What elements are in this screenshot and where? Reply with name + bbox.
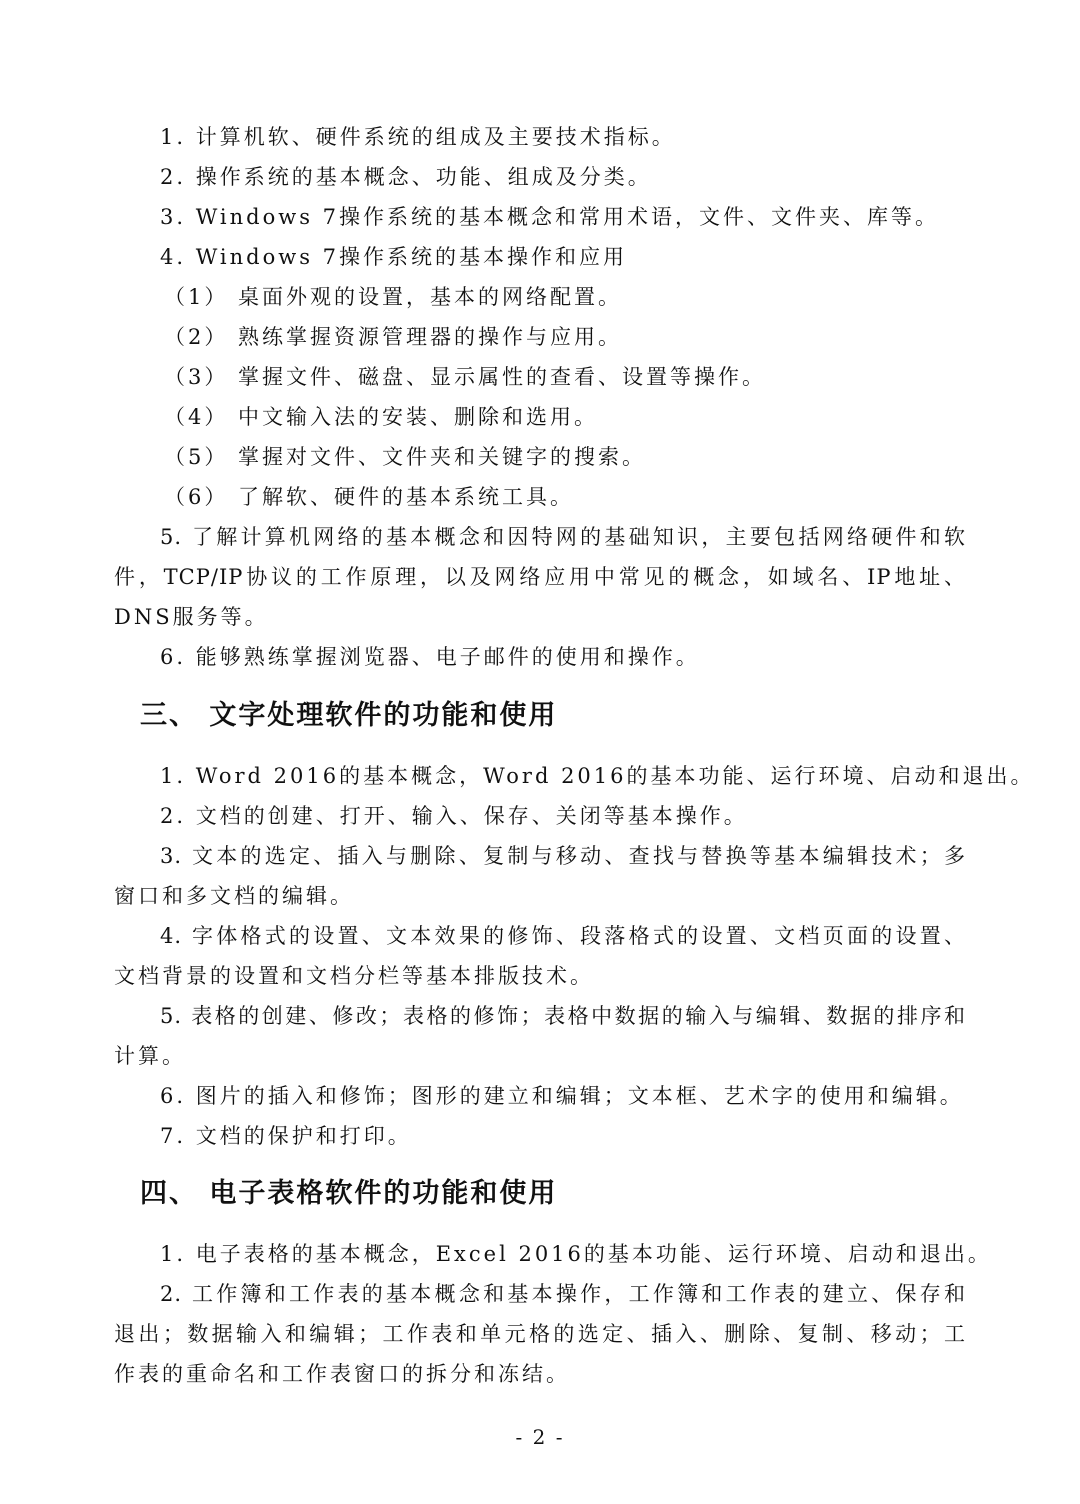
sub-list-item: （4） 中文输入法的安装、删除和选用。	[164, 405, 599, 429]
list-item: 2. 文档的创建、打开、输入、保存、关闭等基本操作。	[160, 804, 748, 828]
list-item: 5. 了解计算机网络的基本概念和因特网的基础知识，主要包括网络硬件和软	[160, 525, 966, 549]
sub-list-item: （2） 熟练掌握资源管理器的操作与应用。	[164, 325, 623, 349]
list-item-continuation: 文档背景的设置和文档分栏等基本排版技术。	[114, 964, 594, 988]
list-item: 3. Windows 7操作系统的基本概念和常用术语，文件、文件夹、库等。	[160, 205, 940, 229]
sub-list-item: （5） 掌握对文件、文件夹和关键字的搜索。	[164, 445, 647, 469]
list-item: 5. 表格的创建、修改；表格的修饰；表格中数据的输入与编辑、数据的排序和	[160, 1004, 966, 1028]
sub-list-item: （6） 了解软、硬件的基本系统工具。	[164, 485, 575, 509]
list-item-continuation: 件，TCP/IP协议的工作原理，以及网络应用中常见的概念，如域名、IP地址、	[114, 565, 966, 589]
list-item: 2. 操作系统的基本概念、功能、组成及分类。	[160, 165, 652, 189]
list-item: 6. 能够熟练掌握浏览器、电子邮件的使用和操作。	[160, 645, 700, 669]
section-heading-word: 三、 文字处理软件的功能和使用	[140, 700, 558, 731]
section-heading-excel: 四、 电子表格软件的功能和使用	[140, 1178, 558, 1209]
list-item: 4. Windows 7操作系统的基本操作和应用	[160, 245, 628, 269]
list-item: 7. 文档的保护和打印。	[160, 1124, 412, 1148]
list-item: 6. 图片的插入和修饰；图形的建立和编辑；文本框、艺术字的使用和编辑。	[160, 1084, 964, 1108]
list-item: 1. Word 2016的基本概念，Word 2016的基本功能、运行环境、启动和退出。	[160, 764, 1035, 788]
sub-list-item: （3） 掌握文件、磁盘、显示属性的查看、设置等操作。	[164, 365, 767, 389]
sub-list-item: （1） 桌面外观的设置，基本的网络配置。	[164, 285, 623, 309]
list-item: 1. 计算机软、硬件系统的组成及主要技术指标。	[160, 125, 676, 149]
list-item: 3. 文本的选定、插入与删除、复制与移动、查找与替换等基本编辑技术；多	[160, 844, 966, 868]
list-item-continuation: DNS服务等。	[114, 605, 269, 629]
list-item-continuation: 退出；数据输入和编辑；工作表和单元格的选定、插入、删除、复制、移动；工	[114, 1322, 966, 1346]
list-item: 2. 工作簿和工作表的基本概念和基本操作，工作簿和工作表的建立、保存和	[160, 1282, 966, 1306]
list-item: 4. 字体格式的设置、文本效果的修饰、段落格式的设置、文档页面的设置、	[160, 924, 966, 948]
list-item-continuation: 计算。	[114, 1044, 186, 1068]
list-item: 1. 电子表格的基本概念，Excel 2016的基本功能、运行环境、启动和退出。	[160, 1242, 992, 1266]
list-item-continuation: 窗口和多文档的编辑。	[114, 884, 354, 908]
list-item-continuation: 作表的重命名和工作表窗口的拆分和冻结。	[114, 1362, 570, 1386]
page-number: - 2 -	[515, 1425, 565, 1449]
